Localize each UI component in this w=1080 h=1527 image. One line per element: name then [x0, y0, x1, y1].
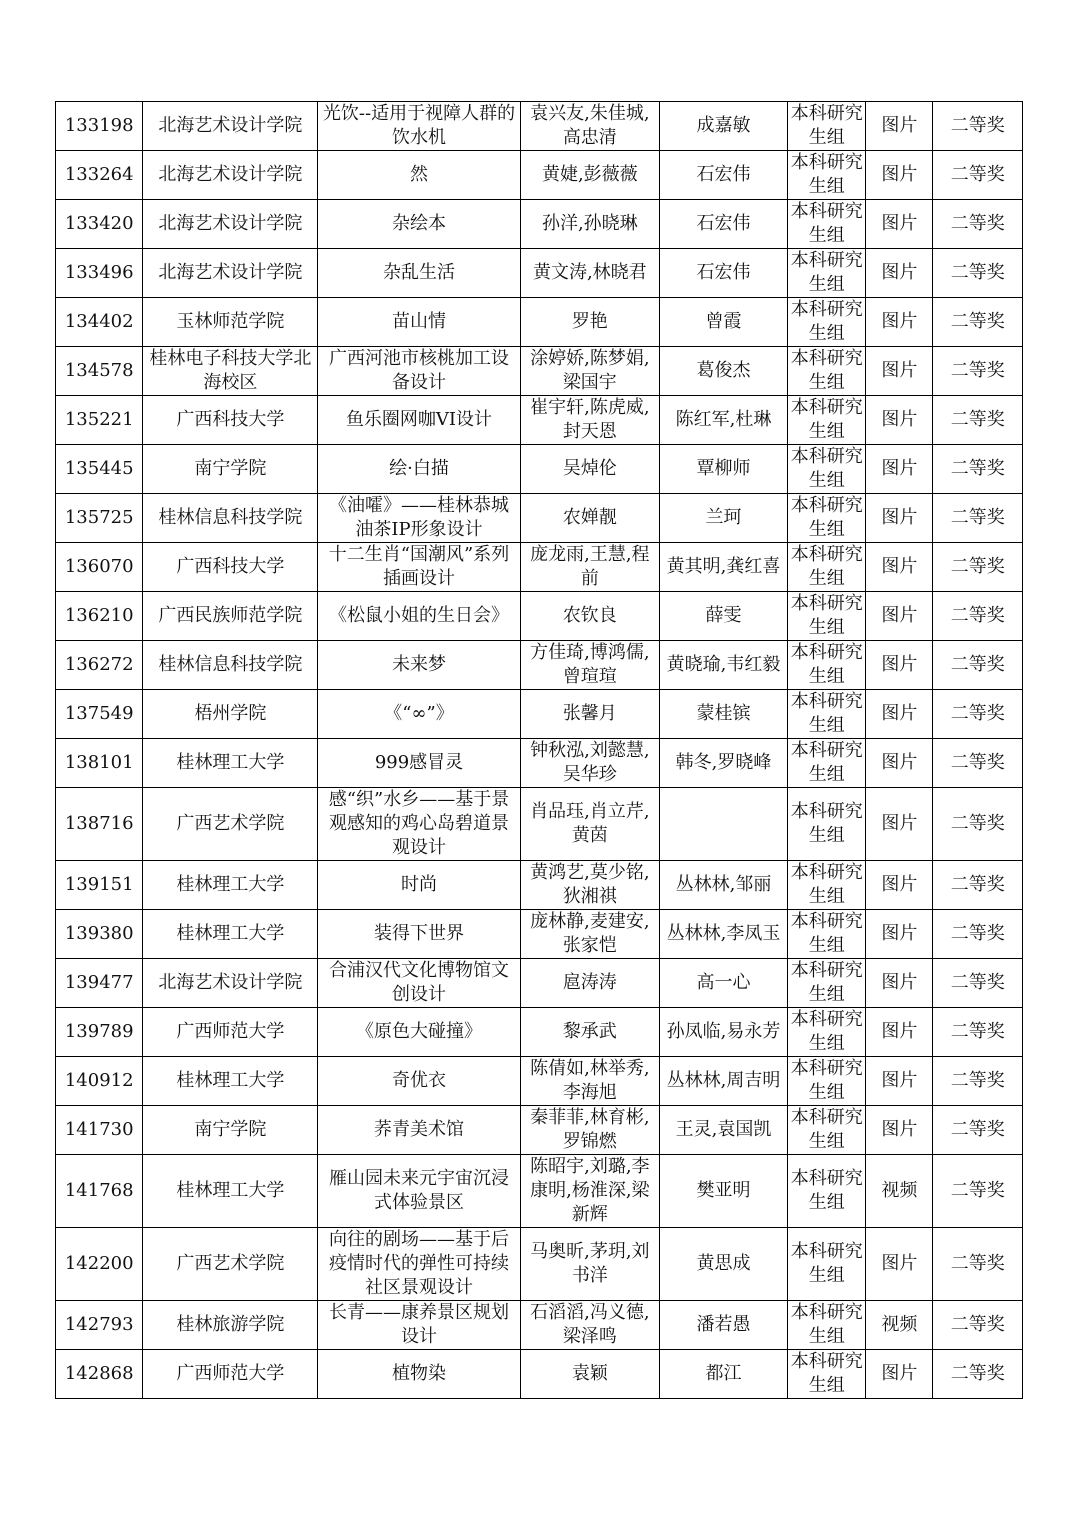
teacher-cell: 覃柳师 — [659, 445, 787, 494]
type-cell: 图片 — [866, 739, 933, 788]
award-cell: 二等奖 — [933, 200, 1023, 249]
authors-cell: 罗艳 — [520, 298, 659, 347]
teacher-cell: 黄其明,龚红喜 — [659, 543, 787, 592]
type-cell: 图片 — [866, 347, 933, 396]
authors-cell: 袁兴友,朱佳城,高忠清 — [520, 102, 659, 151]
entry-id-cell: 139789 — [56, 1008, 143, 1057]
award-cell: 二等奖 — [933, 641, 1023, 690]
type-cell: 图片 — [866, 592, 933, 641]
school-cell: 广西科技大学 — [143, 396, 318, 445]
table-row — [56, 910, 1023, 959]
authors-cell: 黄鸿艺,莫少铭,狄湘祺 — [520, 861, 659, 910]
group-cell: 本科研究生组 — [788, 861, 866, 910]
authors-cell: 黎承武 — [520, 1008, 659, 1057]
work-title-cell: 杂乱生活 — [318, 249, 520, 298]
authors-cell: 扈涛涛 — [520, 959, 659, 1008]
authors-cell: 秦菲菲,林育彬,罗锦燃 — [520, 1106, 659, 1155]
group-cell: 本科研究生组 — [788, 298, 866, 347]
school-cell: 广西民族师范学院 — [143, 592, 318, 641]
authors-cell: 肖品珏,肖立芹,黄茵 — [520, 788, 659, 861]
authors-cell: 陈昭宇,刘璐,李康明,杨淮深,梁新辉 — [520, 1155, 659, 1228]
type-cell: 图片 — [866, 1350, 933, 1399]
entry-id-cell: 142793 — [56, 1301, 143, 1350]
entry-id-cell: 135221 — [56, 396, 143, 445]
award-cell: 二等奖 — [933, 910, 1023, 959]
entry-id-cell: 139151 — [56, 861, 143, 910]
award-cell: 二等奖 — [933, 102, 1023, 151]
school-cell: 广西艺术学院 — [143, 1228, 318, 1301]
school-cell: 桂林理工大学 — [143, 1057, 318, 1106]
teacher-cell: 韩冬,罗晓峰 — [659, 739, 787, 788]
entry-id-cell: 137549 — [56, 690, 143, 739]
school-cell: 玉林师范学院 — [143, 298, 318, 347]
entry-id-cell: 136070 — [56, 543, 143, 592]
authors-cell: 张馨月 — [520, 690, 659, 739]
work-title-cell: 广西河池市核桃加工设备设计 — [318, 347, 520, 396]
work-title-cell: 装得下世界 — [318, 910, 520, 959]
group-cell: 本科研究生组 — [788, 494, 866, 543]
table-row — [56, 200, 1023, 249]
table-row — [56, 1350, 1023, 1399]
entry-id-cell: 141768 — [56, 1155, 143, 1228]
group-cell: 本科研究生组 — [788, 543, 866, 592]
teacher-cell: 王灵,袁国凯 — [659, 1106, 787, 1155]
teacher-cell: 葛俊杰 — [659, 347, 787, 396]
entry-id-cell: 134578 — [56, 347, 143, 396]
authors-cell: 孙洋,孙晓琳 — [520, 200, 659, 249]
teacher-cell: 潘若愚 — [659, 1301, 787, 1350]
entry-id-cell: 135725 — [56, 494, 143, 543]
entry-id-cell: 142200 — [56, 1228, 143, 1301]
school-cell: 桂林理工大学 — [143, 861, 318, 910]
group-cell: 本科研究生组 — [788, 1155, 866, 1228]
table-row — [56, 641, 1023, 690]
school-cell: 北海艺术设计学院 — [143, 102, 318, 151]
entry-id-cell: 141730 — [56, 1106, 143, 1155]
type-cell: 图片 — [866, 1228, 933, 1301]
authors-cell: 农钦良 — [520, 592, 659, 641]
group-cell: 本科研究生组 — [788, 1301, 866, 1350]
group-cell: 本科研究生组 — [788, 200, 866, 249]
award-cell: 二等奖 — [933, 861, 1023, 910]
award-cell: 二等奖 — [933, 1228, 1023, 1301]
table-row — [56, 347, 1023, 396]
work-title-cell: 奇优衣 — [318, 1057, 520, 1106]
group-cell: 本科研究生组 — [788, 910, 866, 959]
award-cell: 二等奖 — [933, 1057, 1023, 1106]
school-cell: 桂林电子科技大学北海校区 — [143, 347, 318, 396]
group-cell: 本科研究生组 — [788, 102, 866, 151]
school-cell: 桂林信息科技学院 — [143, 641, 318, 690]
work-title-cell: 《原色大碰撞》 — [318, 1008, 520, 1057]
work-title-cell: 绘·白描 — [318, 445, 520, 494]
group-cell: 本科研究生组 — [788, 592, 866, 641]
work-title-cell: 长青——康养景区规划设计 — [318, 1301, 520, 1350]
work-title-cell: 杂绘本 — [318, 200, 520, 249]
type-cell: 图片 — [866, 910, 933, 959]
school-cell: 南宁学院 — [143, 445, 318, 494]
work-title-cell: 然 — [318, 151, 520, 200]
award-cell: 二等奖 — [933, 1155, 1023, 1228]
group-cell: 本科研究生组 — [788, 249, 866, 298]
school-cell: 北海艺术设计学院 — [143, 959, 318, 1008]
group-cell: 本科研究生组 — [788, 1106, 866, 1155]
work-title-cell: 未来梦 — [318, 641, 520, 690]
entry-id-cell: 135445 — [56, 445, 143, 494]
entry-id-cell: 136210 — [56, 592, 143, 641]
award-cell: 二等奖 — [933, 1106, 1023, 1155]
group-cell: 本科研究生组 — [788, 1228, 866, 1301]
work-title-cell: 感“织”水乡——基于景观感知的鸡心岛碧道景观设计 — [318, 788, 520, 861]
school-cell: 桂林理工大学 — [143, 910, 318, 959]
type-cell: 图片 — [866, 861, 933, 910]
group-cell: 本科研究生组 — [788, 396, 866, 445]
type-cell: 图片 — [866, 396, 933, 445]
award-cell: 二等奖 — [933, 959, 1023, 1008]
authors-cell: 黄婕,彭薇薇 — [520, 151, 659, 200]
authors-cell: 陈倩如,林举秀,李海旭 — [520, 1057, 659, 1106]
teacher-cell: 黄晓瑜,韦红毅 — [659, 641, 787, 690]
school-cell: 广西师范大学 — [143, 1008, 318, 1057]
work-title-cell: 999感冒灵 — [318, 739, 520, 788]
group-cell: 本科研究生组 — [788, 1057, 866, 1106]
teacher-cell: 黄思成 — [659, 1228, 787, 1301]
table-row — [56, 102, 1023, 151]
work-title-cell: 雁山园未来元宇宙沉浸式体验景区 — [318, 1155, 520, 1228]
school-cell: 梧州学院 — [143, 690, 318, 739]
teacher-cell: 丛林林,周吉明 — [659, 1057, 787, 1106]
award-table — [55, 101, 1023, 1399]
award-cell: 二等奖 — [933, 739, 1023, 788]
award-cell: 二等奖 — [933, 347, 1023, 396]
type-cell: 视频 — [866, 1155, 933, 1228]
entry-id-cell: 140912 — [56, 1057, 143, 1106]
type-cell: 图片 — [866, 1008, 933, 1057]
authors-cell: 方佳琦,博鸿儒,曾瑄瑄 — [520, 641, 659, 690]
group-cell: 本科研究生组 — [788, 788, 866, 861]
table-row — [56, 739, 1023, 788]
school-cell: 桂林信息科技学院 — [143, 494, 318, 543]
type-cell: 视频 — [866, 1301, 933, 1350]
table-row — [56, 1008, 1023, 1057]
work-title-cell: 十二生肖“国潮风”系列插画设计 — [318, 543, 520, 592]
teacher-cell: 石宏伟 — [659, 249, 787, 298]
award-cell: 二等奖 — [933, 1301, 1023, 1350]
type-cell: 图片 — [866, 445, 933, 494]
teacher-cell: 都江 — [659, 1350, 787, 1399]
authors-cell: 庞龙雨,王慧,程前 — [520, 543, 659, 592]
school-cell: 广西科技大学 — [143, 543, 318, 592]
type-cell: 图片 — [866, 641, 933, 690]
entry-id-cell: 136272 — [56, 641, 143, 690]
work-title-cell: 光饮--适用于视障人群的饮水机 — [318, 102, 520, 151]
authors-cell: 马奥昕,茅玥,刘书洋 — [520, 1228, 659, 1301]
work-title-cell: 苗山情 — [318, 298, 520, 347]
table-row — [56, 1057, 1023, 1106]
school-cell: 广西艺术学院 — [143, 788, 318, 861]
work-title-cell: 向往的剧场——基于后疫情时代的弹性可持续社区景观设计 — [318, 1228, 520, 1301]
teacher-cell: 孙凤临,易永芳 — [659, 1008, 787, 1057]
work-title-cell: 《油嚯》——桂林恭城油茶IP形象设计 — [318, 494, 520, 543]
table-row — [56, 690, 1023, 739]
award-cell: 二等奖 — [933, 396, 1023, 445]
entry-id-cell: 133496 — [56, 249, 143, 298]
award-cell: 二等奖 — [933, 592, 1023, 641]
work-title-cell: 荞青美术馆 — [318, 1106, 520, 1155]
table-row — [56, 1301, 1023, 1350]
award-cell: 二等奖 — [933, 151, 1023, 200]
table-row — [56, 861, 1023, 910]
award-cell: 二等奖 — [933, 690, 1023, 739]
award-cell: 二等奖 — [933, 249, 1023, 298]
entry-id-cell: 133264 — [56, 151, 143, 200]
teacher-cell: 樊亚明 — [659, 1155, 787, 1228]
table-row — [56, 249, 1023, 298]
award-cell: 二等奖 — [933, 494, 1023, 543]
authors-cell: 吴焯伦 — [520, 445, 659, 494]
school-cell: 桂林理工大学 — [143, 739, 318, 788]
table-row — [56, 592, 1023, 641]
teacher-cell: 陈红军,杜琳 — [659, 396, 787, 445]
authors-cell: 石滔滔,冯义德,梁泽鸣 — [520, 1301, 659, 1350]
work-title-cell: 鱼乐圈网咖VI设计 — [318, 396, 520, 445]
type-cell: 图片 — [866, 959, 933, 1008]
school-cell: 南宁学院 — [143, 1106, 318, 1155]
award-cell: 二等奖 — [933, 1008, 1023, 1057]
type-cell: 图片 — [866, 690, 933, 739]
type-cell: 图片 — [866, 788, 933, 861]
award-cell: 二等奖 — [933, 298, 1023, 347]
type-cell: 图片 — [866, 200, 933, 249]
work-title-cell: 植物染 — [318, 1350, 520, 1399]
table-row — [56, 959, 1023, 1008]
teacher-cell — [659, 788, 787, 861]
teacher-cell: 高一心 — [659, 959, 787, 1008]
type-cell: 图片 — [866, 298, 933, 347]
entry-id-cell: 133420 — [56, 200, 143, 249]
teacher-cell: 兰珂 — [659, 494, 787, 543]
group-cell: 本科研究生组 — [788, 1350, 866, 1399]
award-cell: 二等奖 — [933, 788, 1023, 861]
type-cell: 图片 — [866, 494, 933, 543]
group-cell: 本科研究生组 — [788, 347, 866, 396]
group-cell: 本科研究生组 — [788, 641, 866, 690]
table-row — [56, 788, 1023, 861]
teacher-cell: 丛林林,邹丽 — [659, 861, 787, 910]
table-row — [56, 445, 1023, 494]
group-cell: 本科研究生组 — [788, 151, 866, 200]
school-cell: 桂林旅游学院 — [143, 1301, 318, 1350]
entry-id-cell: 134402 — [56, 298, 143, 347]
teacher-cell: 成嘉敏 — [659, 102, 787, 151]
teacher-cell: 曾霞 — [659, 298, 787, 347]
entry-id-cell: 139477 — [56, 959, 143, 1008]
type-cell: 图片 — [866, 249, 933, 298]
entry-id-cell: 138716 — [56, 788, 143, 861]
authors-cell: 钟秋泓,刘懿慧,吴华珍 — [520, 739, 659, 788]
school-cell: 北海艺术设计学院 — [143, 249, 318, 298]
teacher-cell: 石宏伟 — [659, 200, 787, 249]
award-cell: 二等奖 — [933, 445, 1023, 494]
group-cell: 本科研究生组 — [788, 445, 866, 494]
school-cell: 桂林理工大学 — [143, 1155, 318, 1228]
type-cell: 图片 — [866, 151, 933, 200]
group-cell: 本科研究生组 — [788, 959, 866, 1008]
table-row — [56, 1155, 1023, 1228]
school-cell: 广西师范大学 — [143, 1350, 318, 1399]
table-row — [56, 1228, 1023, 1301]
table-row — [56, 396, 1023, 445]
authors-cell: 庞林静,麦建安,张家恺 — [520, 910, 659, 959]
table-row — [56, 151, 1023, 200]
table-row — [56, 298, 1023, 347]
type-cell: 图片 — [866, 102, 933, 151]
entry-id-cell: 133198 — [56, 102, 143, 151]
teacher-cell: 丛林林,李凤玉 — [659, 910, 787, 959]
entry-id-cell: 139380 — [56, 910, 143, 959]
award-cell: 二等奖 — [933, 543, 1023, 592]
award-cell: 二等奖 — [933, 1350, 1023, 1399]
table-row — [56, 543, 1023, 592]
table-row — [56, 1106, 1023, 1155]
work-title-cell: 时尚 — [318, 861, 520, 910]
table-row — [56, 494, 1023, 543]
teacher-cell: 蒙桂镔 — [659, 690, 787, 739]
authors-cell: 涂婷娇,陈梦娟,梁国宇 — [520, 347, 659, 396]
work-title-cell: 《“∞”》 — [318, 690, 520, 739]
group-cell: 本科研究生组 — [788, 690, 866, 739]
teacher-cell: 石宏伟 — [659, 151, 787, 200]
school-cell: 北海艺术设计学院 — [143, 151, 318, 200]
group-cell: 本科研究生组 — [788, 1008, 866, 1057]
school-cell: 北海艺术设计学院 — [143, 200, 318, 249]
work-title-cell: 《松鼠小姐的生日会》 — [318, 592, 520, 641]
authors-cell: 崔宇轩,陈虎威,封天恩 — [520, 396, 659, 445]
entry-id-cell: 142868 — [56, 1350, 143, 1399]
group-cell: 本科研究生组 — [788, 739, 866, 788]
teacher-cell: 薛雯 — [659, 592, 787, 641]
type-cell: 图片 — [866, 1106, 933, 1155]
entry-id-cell: 138101 — [56, 739, 143, 788]
authors-cell: 黄文涛,林晓君 — [520, 249, 659, 298]
work-title-cell: 合浦汉代文化博物馆文创设计 — [318, 959, 520, 1008]
authors-cell: 袁颖 — [520, 1350, 659, 1399]
type-cell: 图片 — [866, 543, 933, 592]
authors-cell: 农婵靓 — [520, 494, 659, 543]
type-cell: 图片 — [866, 1057, 933, 1106]
